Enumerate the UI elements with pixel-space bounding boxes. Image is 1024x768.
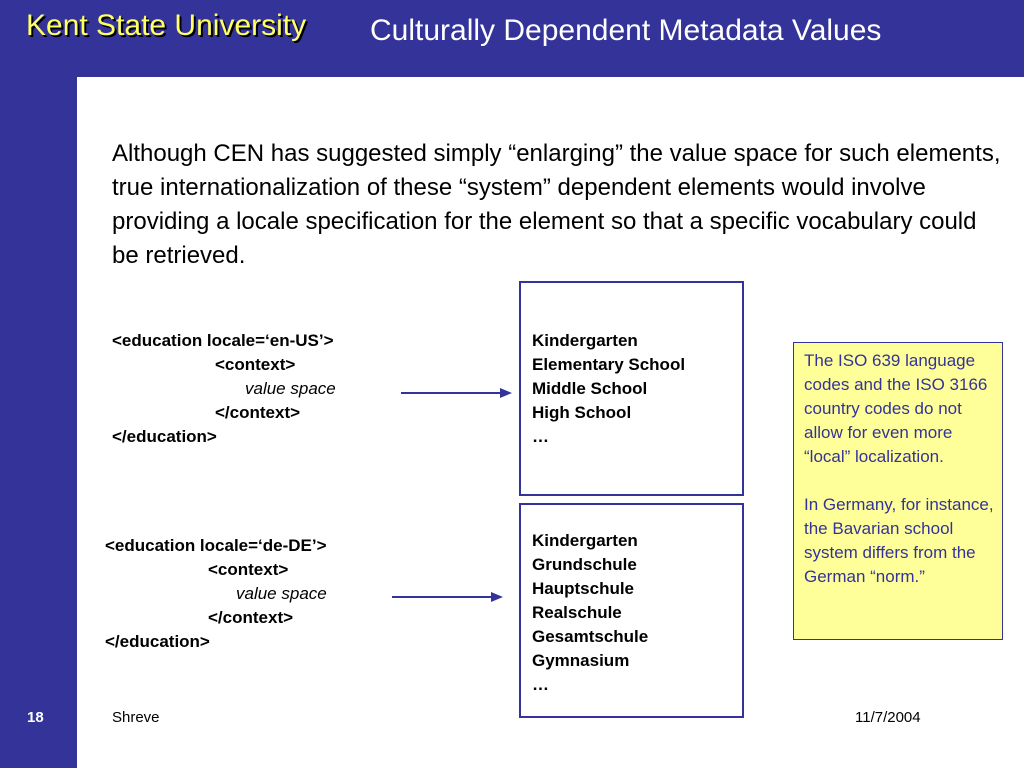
code-example-us bbox=[112, 329, 336, 449]
list-item: High School bbox=[532, 403, 632, 422]
page-number: 18 bbox=[27, 709, 44, 726]
code-context-close: </context> bbox=[208, 608, 294, 627]
note-paragraph: The ISO 639 language codes and the ISO 3166 country codes do not allow for even more “local” localization. bbox=[804, 351, 988, 466]
code-open-tag: <education locale=‘en-US’> bbox=[112, 331, 334, 350]
value-space-box-us bbox=[519, 281, 744, 496]
list-item: Hauptschule bbox=[532, 579, 635, 598]
university-brand: Kent State University bbox=[26, 9, 307, 42]
list-item: Grundschule bbox=[532, 555, 637, 574]
list-item: Kindergarten bbox=[532, 331, 638, 350]
list-item: Gesamtschule bbox=[532, 627, 649, 646]
footer-author: Shreve bbox=[112, 709, 160, 726]
slide-title: Culturally Dependent Metadata Values bbox=[370, 14, 882, 47]
arrow-right-icon bbox=[391, 589, 506, 605]
list-item: Kindergarten bbox=[532, 531, 638, 550]
code-context-open: <context> bbox=[215, 355, 296, 374]
code-context-close: </context> bbox=[215, 403, 301, 422]
code-open-tag: <education locale=‘de-DE’> bbox=[105, 536, 327, 555]
code-close-tag: </education> bbox=[112, 427, 217, 446]
value-space-box-de bbox=[519, 503, 744, 718]
body-paragraph: Although CEN has suggested simply “enlarging” the value space for such elements, true internationalization of these “system” dependent elements would involve providing a locale specification for the element so that a specific vocabulary could be retrieved. bbox=[112, 140, 1001, 269]
code-close-tag: </education> bbox=[105, 632, 210, 651]
list-item: … bbox=[532, 427, 549, 446]
note-paragraph: In Germany, for instance, the Bavarian school system differs from the German “norm.” bbox=[804, 495, 994, 586]
code-example-de bbox=[105, 534, 327, 654]
code-value-space: value space bbox=[236, 584, 327, 603]
list-item: Gymnasium bbox=[532, 651, 630, 670]
list-item: Realschule bbox=[532, 603, 622, 622]
code-context-open: <context> bbox=[208, 560, 289, 579]
footer-date: 11/7/2004 bbox=[855, 709, 921, 726]
code-value-space: value space bbox=[245, 379, 336, 398]
list-item: Middle School bbox=[532, 379, 648, 398]
note-callout bbox=[793, 342, 1003, 640]
list-item: … bbox=[532, 675, 549, 694]
left-band bbox=[0, 0, 77, 768]
list-item: Elementary School bbox=[532, 355, 686, 374]
arrow-right-icon bbox=[400, 385, 515, 401]
